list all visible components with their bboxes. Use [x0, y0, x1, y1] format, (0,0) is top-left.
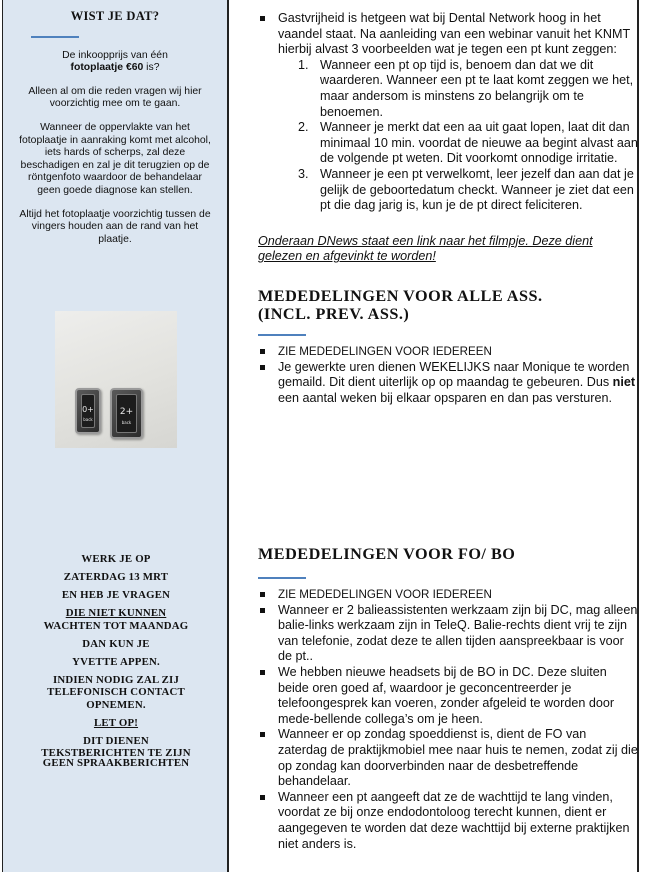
sidebar-price-suffix: is? [143, 62, 160, 74]
main-content [258, 0, 638, 851]
sidebar-price-prefix: De inkoopprijs van één [62, 49, 168, 61]
example-item: 3. Wanneer je een pt verwelkomt, leer jezelf dan aan dat je gelijk de geboortedatum checkt. Wanneer je ziet dat een pt die dag jarig is, kun je de pt direct feliciteren. [298, 166, 634, 213]
sidebar-paragraph-handling: Altijd het fotoplaatje voorzichtig tussen de vingers houden aan de rand van het plaatje. [19, 208, 211, 245]
notice-line: DIT DIENEN [83, 734, 149, 747]
photo-plate-left-sublabel: back [83, 417, 93, 422]
hospitality-list [258, 11, 638, 214]
notice-line: TELEFONISCH CONTACT [47, 686, 185, 698]
notice-line: LET OP! [93, 716, 139, 729]
notice-line: EN HEB JE VRAGEN [61, 589, 171, 601]
sidebar-paragraph-care: Alleen al om die reden vragen wij hier voorzichtig mee om te gaan. [28, 85, 202, 110]
notice-line: OPNEMEN. [86, 698, 146, 711]
list-item: Wanneer een pt aangeeft dat ze de wachttijd te lang vinden, voordat ze bij onze endodontoloog terecht kunnen, dient er aangegeven te worden dat deze wachttijd bij externe praktijken niet anders is. [258, 790, 638, 852]
video-link-note: Onderaan DNews staat een link naar het filmpje. Deze dient gelezen en afgevinkt te worden! [258, 233, 593, 264]
photo-plate-left-label: 0+ [82, 405, 94, 414]
list-item: Wanneer er 2 balieassistenten werkzaam zijn bij DC, mag alleen balie-links werkzaam zijn in TeleQ. Balie-rechts dient vrij te zijn van telefonie, zodat deze te allen tijden aanspreekbaar is voor de pt.. [258, 603, 638, 665]
notice-line: TEKSTBERICHTEN TE ZIJN [41, 747, 191, 759]
sidebar-saturday-notice [16, 553, 216, 769]
photo-plate-left [75, 388, 101, 434]
notice-line: YVETTE APPEN. [72, 655, 160, 668]
sidebar-price-bold: fotoplaatje €60 [70, 62, 144, 74]
list-item: Je gewerkte uren dienen WEKELIJKS naar Monique te worden gemaild. Dit dient uiterlijk op op maandag te gebeuren. Dus niet een aantal weken bij elkaar opsparen en dan pas versturen. [258, 360, 638, 407]
sidebar-paragraph-damage: Wanneer de oppervlakte van het fotoplaatje in aanraking komt met alcohol, iets hards of scherps, zal deze beschadigen en zal je dit terugzien op de röntgenfoto waardoor de behandelaar geen goede diagnose kan stellen. [19, 121, 211, 196]
hospitality-intro-text: Gastvrijheid is hetgeen wat bij Dental Network hoog in het vaandel staat. Na aanleiding van een webinar vanuit het KNMT hierbij alvast 3 voorbeelden wat je tegen een pt kunt zeggen: [278, 11, 630, 57]
example-item: 2. Wanneer je merkt dat een aa uit gaat lopen, laat dit dan minimaal 10 min. voordat de nieuwe aa begint alvast aan de volgende pt weten. Dit voorkomt onnodige irritatie. [298, 120, 638, 166]
notice-line: WERK JE OP [81, 553, 151, 565]
section-all-assistants-title: MEDEDELINGEN VOOR ALLE ASS. (INCL. PREV. ASS.) [258, 286, 543, 324]
list-item: ZIE MEDEDELINGEN VOOR IEDEREEN [258, 344, 638, 360]
photo-plate-right-sublabel: back [121, 420, 132, 425]
list-item: ZIE MEDEDELINGEN VOOR IEDEREEN [258, 587, 638, 603]
sidebar-title-rule [31, 36, 79, 38]
section-fo-bo-title: MEDEDELINGEN VOOR FO/ BO [258, 545, 516, 563]
list-item: We hebben nieuwe headsets bij de BO in DC. Deze sluiten beide oren goed af, waardoor je geconcentreerder je telefoongesprek kan voeren, zonder afgeleid te worden door mede-bellende collega’s om je heen. [258, 665, 638, 727]
sidebar-title: WIST JE DAT? [70, 9, 160, 23]
sidebar-price-text [19, 50, 211, 75]
notice-line: DAN KUN JE [82, 637, 150, 650]
example-item: 1. Wanneer een pt op tijd is, benoem dan dat we dit waarderen. Wanneer een pt te laat komt zeggen we het, maar andersom is minstens zo belangrijk om te benoemen. [298, 57, 634, 119]
section-fo-bo [258, 566, 638, 852]
notice-line: DIE NIET KUNNEN [65, 607, 167, 619]
notice-line: INDIEN NODIG ZAL ZIJ [52, 673, 180, 686]
notice-line: GEEN SPRAAKBERICHTEN [42, 756, 190, 769]
list-item: Wanneer er op zondag spoeddienst is, dient de FO van zaterdag de praktijkmobiel mee naar huis te nemen, zodat zij die op zondag kan doorverbinden naar de desbetreffende behandelaar. [258, 727, 638, 789]
notice-line: WACHTEN TOT MAANDAG [43, 619, 189, 632]
hospitality-examples [278, 58, 638, 214]
section-fo-bo-rule [258, 577, 306, 579]
photo-plate-right-label: 2+ [119, 407, 134, 417]
photo-plate-right [110, 388, 143, 439]
photo-plates-image [55, 311, 177, 448]
notice-line: ZATERDAG 13 MRT [63, 571, 169, 583]
hospitality-intro [258, 11, 638, 214]
section-all-assistants-rule [258, 334, 306, 336]
section-all-assistants-list [258, 344, 638, 406]
section-fo-bo-list [258, 587, 638, 852]
